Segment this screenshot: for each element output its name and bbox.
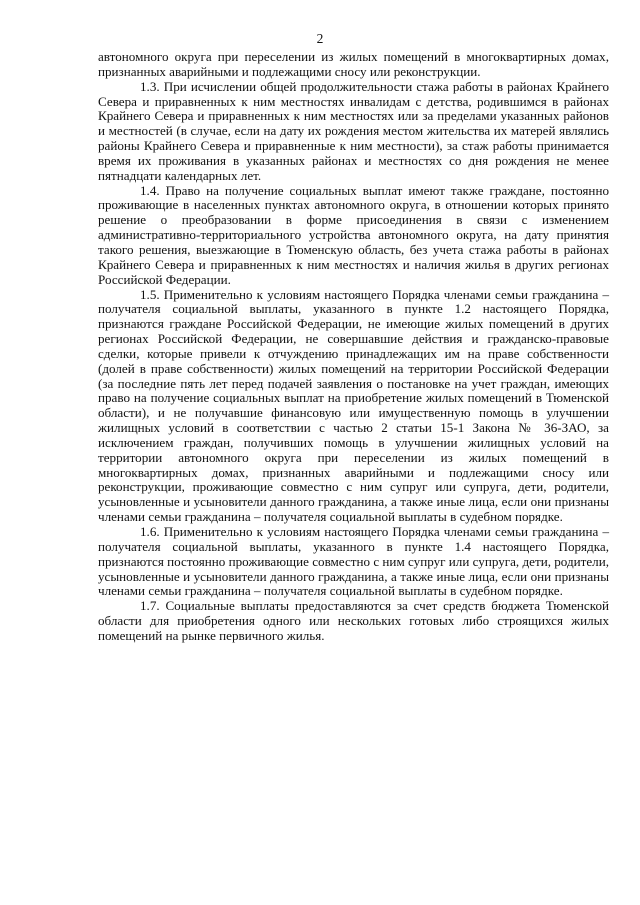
paragraph-1-6: 1.6. Применительно к условиям настоящего Порядка членами семьи гражданина – получателя социальной выплаты, указанного в пункте 1.4 настоящего Порядка, признаются постоянно проживающие совместно с ним супруг или супруга, дети, родители, усыновленные и усыновители данного гражданина, а также иные лица, если они признаны членами семьи гражданина – получателя социальной выплаты в судебном порядке. <box>98 524 609 599</box>
page-number: 2 <box>316 31 324 46</box>
paragraph-1-5: 1.5. Применительно к условиям настоящего Порядка членами семьи гражданина – получателя социальной выплаты, указанного в пункте 1.2 настоящего Порядка, признаются граждане Российской Федерации, не имеющие жилых помещений в других регионах Российской Федерации, не совершавшие действия и гражданско-правовые сделки, которые привели к отчуждению принадлежащих им на праве собственности (долей в праве собственности) жилых помещений на территории Российской Федерации (за последние пять лет перед подачей заявления о постановке на учет граждан, имеющих право на получение социальных выплат на приобретение жилых помещений в Тюменской области), и не получавшие финансовую или имущественную помощь в улучшении жилищных условий в соответствии с частью 2 статьи 15-1 Закона № 36-ЗАО, за исключением граждан, получивших помощь в улучшении жилищных условий на территории автономного округа при переселении из жилых помещений в многоквартирных домах, признанных аварийными и подлежащими сносу или реконструкции, проживающие совместно с ним супруг или супруга, дети, родители, усыновленные и усыновители данного гражданина, а также иные лица, если они признаны членами семьи гражданина – получателя социальной выплаты в судебном порядке. <box>98 286 609 525</box>
paragraph-1-7: 1.7. Социальные выплаты предоставляются за счет средств бюджета Тюменской области для приобретения одного или нескольких готовых либо строящихся жилых помещений на рынке первичного жилья. <box>98 598 609 643</box>
paragraph-continuation: автономного округа при переселении из жилых помещений в многоквартирных домах, признанных аварийными и подлежащими сносу или реконструкции. <box>98 49 609 79</box>
document-body <box>98 50 609 644</box>
paragraph-1-4: 1.4. Право на получение социальных выплат имеют также граждане, постоянно проживающие в населенных пунктах автономного округа, в отношении которых принято решение о преобразовании в форме присоединения в связи с изменением административно-территориального устройства автономного округа, на дату принятия такого решения, выезжающие в Тюменскую область, без учета стажа работы в районах Крайнего Севера и приравненных к ним местностях и наличия жилья в других регионах Российской Федерации. <box>98 182 609 287</box>
paragraph-1-3: 1.3. При исчислении общей продолжительности стажа работы в районах Крайнего Севера и приравненных к ним местностях инвалидам с детства, родившимся в районах Крайнего Севера и приравненных к ним местностях или за пределами указанных районов и местностей (в случае, если на дату их рождения местом жительства их матерей являлись районы Крайнего Севера и приравненные к ним местности), за стаж работы принимается время их проживания в указанных районах и местностях со дня рождения не менее пятнадцати календарных лет. <box>98 78 609 183</box>
